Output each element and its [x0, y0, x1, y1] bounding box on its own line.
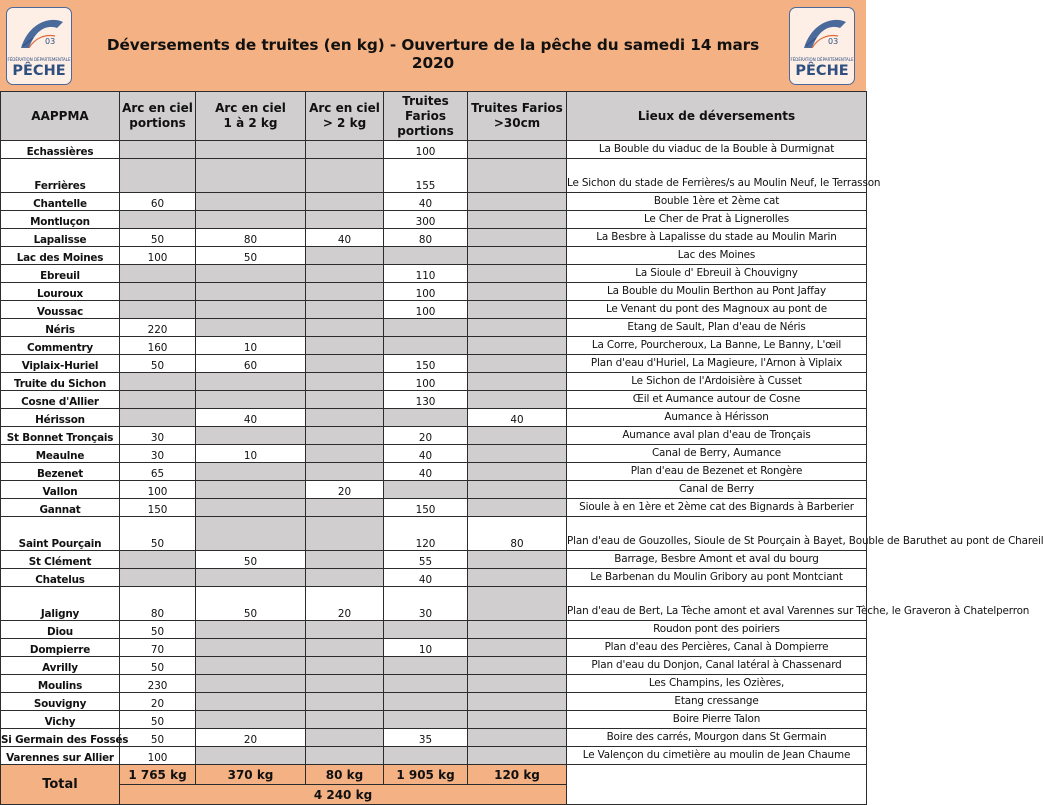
table-row	[1, 193, 867, 211]
quantity-cell	[306, 747, 384, 765]
quantity-cell: 100	[384, 373, 468, 391]
quantity-cell: 20	[306, 587, 384, 621]
logo-number: 03	[45, 37, 56, 46]
quantity-cell	[468, 211, 567, 229]
aappma-name: Lac des Moines	[1, 247, 120, 265]
quantity-cell: 40	[384, 193, 468, 211]
header-line: portions	[397, 123, 454, 138]
quantity-cell	[196, 481, 306, 499]
table-row	[1, 427, 867, 445]
quantity-cell	[120, 569, 196, 587]
aappma-name: Hérisson	[1, 409, 120, 427]
quantity-cell: 10	[384, 639, 468, 657]
quantity-cell	[196, 693, 306, 711]
table-body	[1, 141, 1043, 765]
quantity-cell: 80	[196, 229, 306, 247]
logo-number: 03	[828, 37, 839, 46]
quantity-cell	[120, 551, 196, 569]
quantity-cell	[196, 159, 306, 193]
page-header	[0, 0, 866, 91]
table-row	[1, 639, 867, 657]
lieu-cell: Boire des carrés, Mourgon dans St Germain	[567, 729, 867, 747]
lieu-cell: Œil et Aumance autour de Cosne	[567, 391, 867, 409]
lieu-cell: Aumance à Hérisson	[567, 409, 867, 427]
aappma-name: Si Germain des Fossés	[1, 729, 120, 747]
lieu-cell: Les Champins, les Ozières,	[567, 675, 867, 693]
lieu-cell: La Bouble du viaduc de la Bouble à Durmignat	[567, 141, 867, 159]
quantity-cell: 50	[196, 587, 306, 621]
lieu-cell: La Bouble du Moulin Berthon au Pont Jaffay	[567, 283, 867, 301]
table-row	[1, 319, 867, 337]
table-row	[1, 551, 867, 569]
quantity-cell: 30	[384, 587, 468, 621]
lieu-cell: La Besbre à Lapalisse du stade au Moulin Marin	[567, 229, 867, 247]
quantity-cell: 50	[120, 355, 196, 373]
logo-word: PÊCHE	[12, 63, 66, 79]
aappma-name: Viplaix-Huriel	[1, 355, 120, 373]
lieu-cell: Bouble 1ère et 2ème cat	[567, 193, 867, 211]
quantity-cell: 160	[120, 337, 196, 355]
quantity-cell: 40	[196, 409, 306, 427]
quantity-cell: 155	[384, 159, 468, 193]
logo-federation-text: FÉDÉRATION DÉPARTEMENTALE	[7, 57, 71, 62]
aappma-name: Dompierre	[1, 639, 120, 657]
quantity-cell	[468, 675, 567, 693]
aappma-name: Jaligny	[1, 587, 120, 621]
quantity-cell: 150	[384, 499, 468, 517]
quantity-cell	[306, 373, 384, 391]
quantity-cell: 20	[384, 427, 468, 445]
quantity-cell: 20	[196, 729, 306, 747]
header-line: 1 à 2 kg	[223, 116, 278, 130]
aappma-name: Commentry	[1, 337, 120, 355]
header-line: Arc en ciel	[215, 101, 286, 115]
lieu-cell: Sioule à en 1ère et 2ème cat des Bignards à Barberier	[567, 499, 867, 517]
quantity-cell: 80	[468, 517, 567, 551]
aappma-name: Voussac	[1, 301, 120, 319]
quantity-cell: 40	[384, 445, 468, 463]
table-row	[1, 283, 867, 301]
quantity-cell	[306, 355, 384, 373]
quantity-cell: 100	[120, 247, 196, 265]
quantity-cell	[468, 355, 567, 373]
table-row	[1, 675, 867, 693]
quantity-cell: 80	[120, 587, 196, 621]
quantity-cell	[468, 569, 567, 587]
quantity-cell	[306, 711, 384, 729]
quantity-cell: 50	[196, 247, 306, 265]
quantity-cell	[196, 391, 306, 409]
quantity-cell	[120, 211, 196, 229]
quantity-cell: 55	[384, 551, 468, 569]
quantity-cell	[468, 319, 567, 337]
quantity-cell	[196, 569, 306, 587]
lieu-cell: La Corre, Pourcheroux, La Banne, Le Banny, L'œil	[567, 337, 867, 355]
quantity-cell: 50	[120, 657, 196, 675]
quantity-cell: 100	[384, 301, 468, 319]
quantity-cell: 300	[384, 211, 468, 229]
lieu-cell: Canal de Berry	[567, 481, 867, 499]
aappma-name: Souvigny	[1, 693, 120, 711]
table-row	[1, 409, 867, 427]
quantity-cell	[468, 445, 567, 463]
grand-total: 4 240 kg	[120, 785, 567, 805]
aappma-name: Avrilly	[1, 657, 120, 675]
quantity-cell: 230	[120, 675, 196, 693]
quantity-cell	[196, 499, 306, 517]
lieu-cell: Lac des Moines	[567, 247, 867, 265]
quantity-cell	[468, 463, 567, 481]
table-row	[1, 445, 867, 463]
quantity-cell: 120	[384, 517, 468, 551]
header-line: Arc en ciel	[309, 101, 380, 115]
lieu-cell: Barrage, Besbre Amont et aval du bourg	[567, 551, 867, 569]
aappma-name: Néris	[1, 319, 120, 337]
table-row	[1, 621, 867, 639]
lieu-cell: Canal de Berry, Aumance	[567, 445, 867, 463]
quantity-cell	[306, 551, 384, 569]
quantity-cell	[196, 373, 306, 391]
table-row	[1, 211, 867, 229]
header-line: Truites Farios	[471, 101, 563, 115]
aappma-name: Bezenet	[1, 463, 120, 481]
quantity-cell	[468, 141, 567, 159]
aappma-name: Gannat	[1, 499, 120, 517]
total-arc-portions: 1 765 kg	[120, 765, 196, 785]
quantity-cell: 30	[120, 445, 196, 463]
lieu-cell: Le Cher de Prat à Lignerolles	[567, 211, 867, 229]
table-row	[1, 301, 867, 319]
quantity-cell	[196, 141, 306, 159]
quantity-cell: 150	[120, 499, 196, 517]
quantity-cell: 40	[306, 229, 384, 247]
lieu-cell: Etang de Sault, Plan d'eau de Néris	[567, 319, 867, 337]
total-arc-1-2kg: 370 kg	[196, 765, 306, 785]
quantity-cell	[196, 427, 306, 445]
lieu-cell: Plan d'eau de Gouzolles, Sioule de St Pourçain à Bayet, Bouble de Baruthet au pont de Chareil	[567, 517, 867, 551]
quantity-cell: 50	[120, 621, 196, 639]
aappma-name: Lapalisse	[1, 229, 120, 247]
quantity-cell: 100	[120, 481, 196, 499]
quantity-cell	[196, 711, 306, 729]
lieu-cell: Boire Pierre Talon	[567, 711, 867, 729]
col-farios-30cm-header	[468, 92, 567, 141]
aappma-name: Vallon	[1, 481, 120, 499]
lieu-cell: Roudon pont des poiriers	[567, 621, 867, 639]
lieu-cell: Le Sichon de l'Ardoisière à Cusset	[567, 373, 867, 391]
lieu-cell: Plan d'eau d'Huriel, La Magieure, l'Arnon à Viplaix	[567, 355, 867, 373]
quantity-cell: 50	[120, 517, 196, 551]
quantity-cell	[384, 747, 468, 765]
quantity-cell	[196, 319, 306, 337]
header-line: Arc en ciel	[122, 101, 193, 115]
aappma-name: Varennes sur Allier	[1, 747, 120, 765]
quantity-cell: 10	[196, 337, 306, 355]
table-row	[1, 391, 867, 409]
aappma-name: Diou	[1, 621, 120, 639]
quantity-cell	[196, 747, 306, 765]
federation-logo-left	[6, 7, 72, 85]
quantity-cell	[306, 463, 384, 481]
col-arc-1-2kg-header	[196, 92, 306, 141]
quantity-cell: 60	[196, 355, 306, 373]
quantity-cell	[196, 517, 306, 551]
table-row	[1, 711, 867, 729]
quantity-cell	[196, 283, 306, 301]
quantity-cell	[468, 265, 567, 283]
quantity-cell	[306, 141, 384, 159]
total-arc-2kg: 80 kg	[306, 765, 384, 785]
quantity-cell	[384, 481, 468, 499]
table-row	[1, 355, 867, 373]
table-row	[1, 569, 867, 587]
aappma-name: Ebreuil	[1, 265, 120, 283]
table-row	[1, 481, 867, 499]
table-row	[1, 141, 867, 159]
aappma-name: Cosne d'Allier	[1, 391, 120, 409]
quantity-cell	[468, 621, 567, 639]
quantity-cell	[468, 729, 567, 747]
quantity-cell: 130	[384, 391, 468, 409]
aappma-name: Echassières	[1, 141, 120, 159]
quantity-cell	[468, 499, 567, 517]
quantity-cell	[196, 211, 306, 229]
quantity-cell	[306, 337, 384, 355]
col-aappma-header	[1, 92, 120, 141]
header-line: Truites	[402, 93, 449, 108]
table-row	[1, 265, 867, 283]
aappma-name: St Bonnet Tronçais	[1, 427, 120, 445]
quantity-cell: 100	[384, 141, 468, 159]
quantity-cell: 40	[384, 463, 468, 481]
table-row	[1, 373, 867, 391]
quantity-cell	[306, 693, 384, 711]
quantity-cell: 40	[468, 409, 567, 427]
quantity-cell	[468, 391, 567, 409]
table-row	[1, 159, 867, 193]
header-line: Lieux de déversements	[637, 108, 796, 123]
quantity-cell	[306, 675, 384, 693]
quantity-cell	[196, 193, 306, 211]
quantity-cell	[468, 283, 567, 301]
quantity-cell	[384, 675, 468, 693]
quantity-cell	[306, 729, 384, 747]
quantity-cell: 50	[120, 229, 196, 247]
quantity-cell: 10	[196, 445, 306, 463]
lieu-cell: Plan d'eau de Bert, La Tèche amont et aval Varennes sur Tèche, le Graveron à Chatelperron	[567, 587, 867, 621]
aappma-name: Vichy	[1, 711, 120, 729]
lieu-cell: La Sioule d' Ebreuil à Chouvigny	[567, 265, 867, 283]
header-line: >30cm	[493, 116, 541, 130]
quantity-cell	[196, 639, 306, 657]
quantity-cell: 35	[384, 729, 468, 747]
quantity-cell	[306, 283, 384, 301]
aappma-name: Saint Pourçain	[1, 517, 120, 551]
aappma-name: Ferrières	[1, 159, 120, 193]
table-row	[1, 247, 867, 265]
quantity-cell	[306, 409, 384, 427]
quantity-cell: 80	[384, 229, 468, 247]
quantity-cell	[196, 621, 306, 639]
total-farios-30cm: 120 kg	[468, 765, 567, 785]
header-line: portions	[129, 116, 186, 130]
quantity-cell: 50	[120, 729, 196, 747]
quantity-cell	[384, 319, 468, 337]
quantity-cell	[196, 265, 306, 283]
lieu-cell: Aumance aval plan d'eau de Tronçais	[567, 427, 867, 445]
header-line: Farios	[404, 108, 446, 123]
quantity-cell	[306, 639, 384, 657]
aappma-name: Montluçon	[1, 211, 120, 229]
quantity-cell	[306, 193, 384, 211]
quantity-cell	[468, 427, 567, 445]
total-label: Total	[1, 765, 120, 805]
col-farios-portions-header	[384, 92, 468, 141]
quantity-cell	[468, 301, 567, 319]
aappma-name: Meaulne	[1, 445, 120, 463]
quantity-cell	[384, 621, 468, 639]
lieu-cell: Plan d'eau du Donjon, Canal latéral à Chassenard	[567, 657, 867, 675]
table-row	[1, 337, 867, 355]
quantity-cell	[120, 159, 196, 193]
quantity-cell	[384, 247, 468, 265]
quantity-cell: 220	[120, 319, 196, 337]
table-row	[1, 657, 867, 675]
col-arc-2kg-header	[306, 92, 384, 141]
quantity-cell	[306, 517, 384, 551]
quantity-cell: 50	[196, 551, 306, 569]
quantity-cell	[468, 693, 567, 711]
quantity-cell	[468, 747, 567, 765]
quantity-cell	[306, 265, 384, 283]
header-line: AAPPMA	[31, 108, 89, 123]
lieu-cell: Le Venant du pont des Magnoux au pont de	[567, 301, 867, 319]
quantity-cell: 50	[120, 711, 196, 729]
quantity-cell: 40	[384, 569, 468, 587]
aappma-name: Truite du Sichon	[1, 373, 120, 391]
quantity-cell	[468, 551, 567, 569]
quantity-cell	[196, 657, 306, 675]
quantity-cell	[196, 463, 306, 481]
quantity-cell: 60	[120, 193, 196, 211]
quantity-cell	[384, 657, 468, 675]
quantity-cell: 20	[306, 481, 384, 499]
quantity-cell	[384, 711, 468, 729]
logo-federation-text: FÉDÉRATION DÉPARTEMENTALE	[790, 57, 854, 62]
col-lieux-header	[567, 92, 867, 141]
deversements-table	[0, 91, 1043, 805]
lieu-cell: Plan d'eau des Percières, Canal à Dompierre	[567, 639, 867, 657]
quantity-cell	[468, 481, 567, 499]
quantity-cell	[306, 427, 384, 445]
quantity-cell	[468, 337, 567, 355]
quantity-cell	[196, 675, 306, 693]
quantity-cell	[306, 657, 384, 675]
quantity-cell	[468, 193, 567, 211]
quantity-cell	[120, 283, 196, 301]
quantity-cell	[120, 409, 196, 427]
quantity-cell	[468, 373, 567, 391]
lieu-cell: Le Sichon du stade de Ferrières/s au Moulin Neuf, le Terrasson	[567, 159, 867, 193]
quantity-cell: 150	[384, 355, 468, 373]
quantity-cell	[196, 301, 306, 319]
table-row	[1, 693, 867, 711]
quantity-cell	[120, 265, 196, 283]
table-row	[1, 229, 867, 247]
quantity-cell	[384, 693, 468, 711]
federation-logo-right	[789, 7, 855, 85]
quantity-cell: 30	[120, 427, 196, 445]
table-header-row	[1, 92, 867, 141]
lieu-cell: Plan d'eau de Bezenet et Rongère	[567, 463, 867, 481]
aappma-name: Chatelus	[1, 569, 120, 587]
quantity-cell	[306, 569, 384, 587]
page-title: Déversements de truites (en kg) - Ouverture de la pêche du samedi 14 mars 2020	[106, 36, 760, 72]
aappma-name: Chantelle	[1, 193, 120, 211]
quantity-cell	[306, 621, 384, 639]
quantity-cell: 100	[384, 283, 468, 301]
quantity-cell	[306, 301, 384, 319]
quantity-cell	[120, 373, 196, 391]
quantity-cell	[306, 445, 384, 463]
quantity-cell	[384, 337, 468, 355]
lieu-cell: Le Barbenan du Moulin Gribory au pont Montciant	[567, 569, 867, 587]
table-row	[1, 517, 867, 551]
quantity-cell	[468, 639, 567, 657]
quantity-cell	[120, 301, 196, 319]
quantity-cell	[468, 229, 567, 247]
table-row	[1, 747, 867, 765]
totals-row	[1, 765, 867, 785]
quantity-cell: 20	[120, 693, 196, 711]
quantity-cell: 65	[120, 463, 196, 481]
quantity-cell	[306, 247, 384, 265]
table-row	[1, 729, 867, 747]
aappma-name: St Clément	[1, 551, 120, 569]
quantity-cell: 100	[120, 747, 196, 765]
quantity-cell	[120, 141, 196, 159]
quantity-cell	[468, 711, 567, 729]
quantity-cell	[306, 211, 384, 229]
logo-word: PÊCHE	[795, 63, 849, 79]
aappma-name: Louroux	[1, 283, 120, 301]
quantity-cell	[306, 159, 384, 193]
quantity-cell	[468, 657, 567, 675]
quantity-cell	[306, 499, 384, 517]
quantity-cell	[120, 391, 196, 409]
quantity-cell	[384, 409, 468, 427]
table-row	[1, 463, 867, 481]
quantity-cell: 70	[120, 639, 196, 657]
table-row	[1, 499, 867, 517]
quantity-cell	[468, 159, 567, 193]
total-farios-portions: 1 905 kg	[384, 765, 468, 785]
quantity-cell: 110	[384, 265, 468, 283]
aappma-name: Moulins	[1, 675, 120, 693]
quantity-cell	[306, 391, 384, 409]
header-line: > 2 kg	[322, 116, 367, 130]
total-lieu-empty	[567, 765, 867, 805]
quantity-cell	[468, 587, 567, 621]
lieu-cell: Le Valençon du cimetière au moulin de Jean Chaume	[567, 747, 867, 765]
col-arc-portions-header	[120, 92, 196, 141]
quantity-cell	[468, 247, 567, 265]
table-row	[1, 587, 867, 621]
quantity-cell	[306, 319, 384, 337]
lieu-cell: Etang cressange	[567, 693, 867, 711]
